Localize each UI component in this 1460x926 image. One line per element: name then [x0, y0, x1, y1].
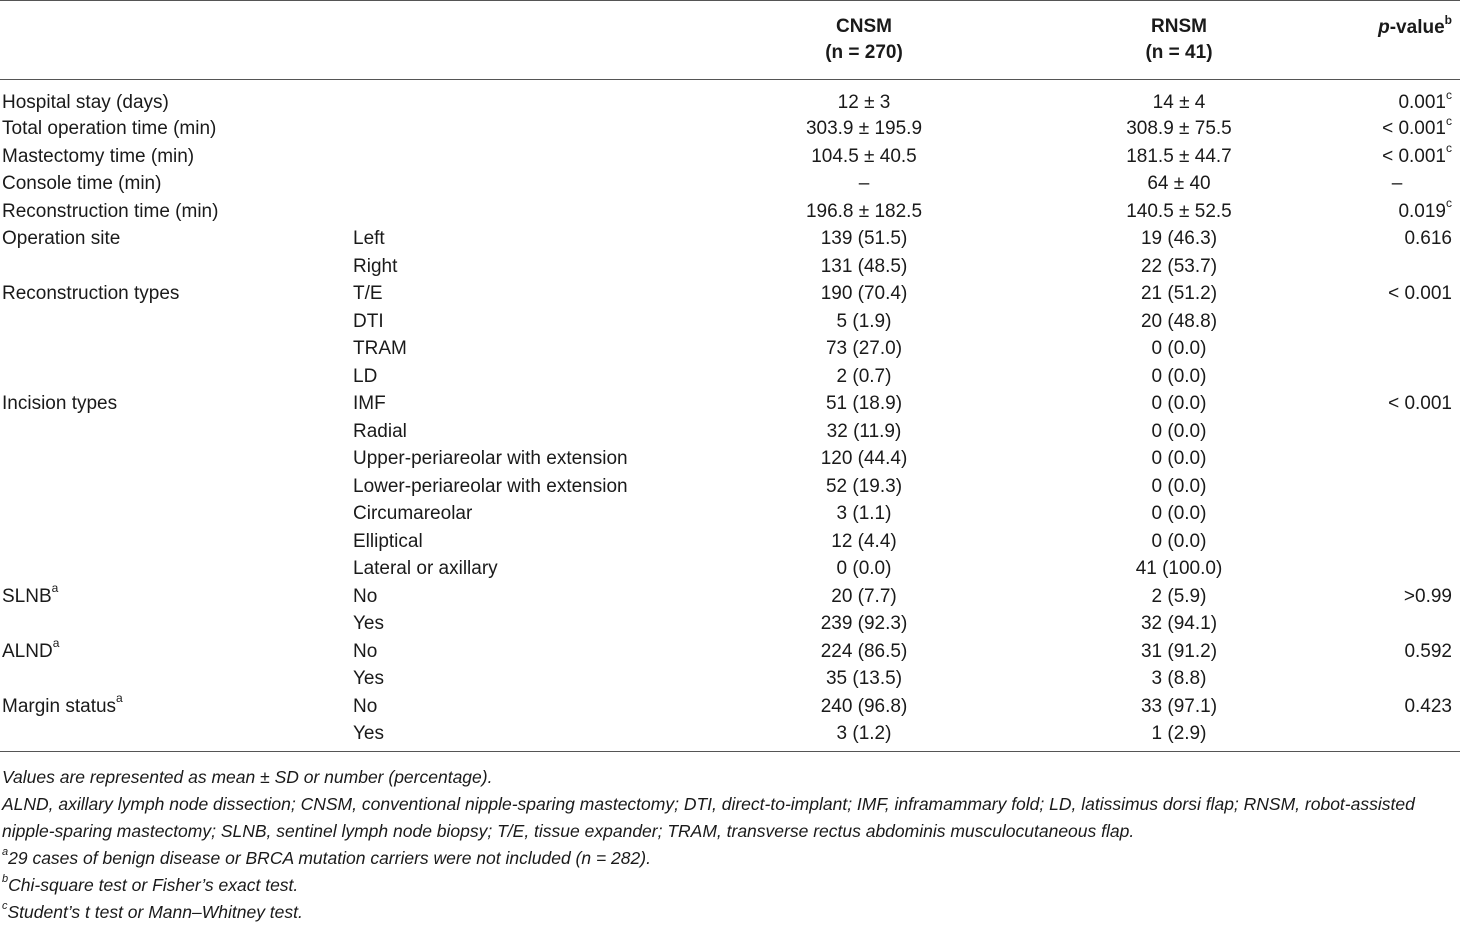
header-pvalue-text: -value	[1389, 17, 1445, 38]
row-sublabel-text: T/E	[353, 283, 383, 304]
table-row	[0, 144, 1460, 172]
cnsm-value-text: 196.8 ± 182.5	[805, 200, 923, 222]
row-sublabel-text: TRAM	[353, 338, 407, 359]
p-value	[1334, 611, 1460, 639]
row-sublabel	[352, 721, 704, 752]
rnsm-value-text: 33 (97.1)	[1140, 695, 1218, 717]
cnsm-value-text: 20 (7.7)	[831, 585, 897, 607]
rnsm-value-text: 0 (0.0)	[1151, 530, 1207, 552]
rnsm-value-text: 32 (94.1)	[1140, 613, 1218, 634]
row-sublabel	[352, 446, 704, 474]
rnsm-value	[1024, 639, 1334, 667]
cnsm-value-text: 3 (1.2)	[836, 723, 892, 744]
row-sublabel-text: No	[353, 585, 378, 607]
rnsm-value	[1024, 721, 1334, 752]
row-label-text: Margin status	[2, 695, 117, 717]
row-sublabel	[352, 391, 704, 419]
rnsm-value-text: 0 (0.0)	[1151, 503, 1207, 524]
p-value	[1334, 474, 1460, 502]
cnsm-value-text: 120 (44.4)	[820, 448, 908, 469]
p-value	[1334, 226, 1460, 254]
p-value	[1334, 141, 1460, 172]
row-sublabel-text: Radial	[353, 420, 407, 442]
row-label-footnote-mark: a	[51, 581, 59, 596]
cnsm-value-text: 0 (0.0)	[836, 558, 892, 579]
row-label-text: Total operation time (min)	[2, 118, 217, 139]
table-row	[0, 474, 1460, 502]
rnsm-value	[1024, 666, 1334, 694]
header-empty-label	[0, 1, 352, 80]
row-label	[0, 529, 352, 557]
cnsm-value	[704, 446, 1024, 474]
row-label	[0, 364, 352, 392]
row-sublabel	[352, 666, 704, 694]
cnsm-value	[704, 254, 1024, 282]
rnsm-value	[1024, 474, 1334, 502]
header-rnsm	[1024, 1, 1334, 80]
row-label	[0, 336, 352, 364]
p-value-text: >0.99	[1403, 585, 1452, 607]
rnsm-value	[1024, 446, 1334, 474]
row-label-text: Console time (min)	[2, 173, 162, 194]
p-value	[1334, 694, 1460, 722]
cnsm-value	[704, 501, 1024, 529]
rnsm-value-text: 0 (0.0)	[1151, 475, 1207, 497]
row-label-text: Reconstruction types	[2, 283, 180, 304]
cnsm-value	[704, 171, 1024, 199]
rnsm-value	[1024, 584, 1334, 612]
row-sublabel-text: Right	[353, 255, 398, 277]
cnsm-value	[704, 556, 1024, 584]
rnsm-value-text: 0 (0.0)	[1151, 420, 1207, 442]
row-sublabel-text: Yes	[353, 613, 384, 634]
table-row	[0, 556, 1460, 584]
row-label-text: ALND	[2, 640, 53, 662]
row-sublabel	[352, 501, 704, 529]
cnsm-value	[704, 364, 1024, 392]
row-label-footnote-mark: a	[52, 636, 60, 651]
p-value-text: < 0.001	[1388, 283, 1452, 304]
cnsm-value-text: 5 (1.9)	[836, 310, 892, 332]
p-value-footnote-mark: c	[1446, 87, 1452, 102]
p-value	[1334, 336, 1460, 364]
cnsm-value	[704, 80, 1024, 117]
p-value	[1334, 196, 1460, 227]
header-empty-sub	[352, 1, 704, 80]
p-value	[1334, 639, 1460, 667]
row-sublabel	[352, 336, 704, 364]
table-row	[0, 254, 1460, 282]
cnsm-value	[704, 721, 1024, 752]
rnsm-value	[1024, 529, 1334, 557]
cnsm-value-text: 139 (51.5)	[820, 228, 908, 249]
row-sublabel	[352, 281, 704, 309]
rnsm-value	[1024, 80, 1334, 117]
cnsm-value-text: 12 ± 3	[837, 92, 891, 113]
row-label	[0, 144, 352, 172]
header-row	[0, 1, 1460, 80]
p-value	[1334, 556, 1460, 584]
rnsm-value	[1024, 171, 1334, 199]
row-sublabel-text: Upper-periareolar with extension	[353, 448, 628, 469]
row-label	[0, 691, 352, 722]
footnote-b	[2, 872, 1458, 899]
p-value-text: 0.001	[1398, 92, 1446, 113]
rnsm-value-text: 31 (91.2)	[1140, 640, 1218, 662]
row-label	[0, 581, 352, 612]
table-body	[0, 80, 1460, 752]
cnsm-value	[704, 281, 1024, 309]
cnsm-value	[704, 336, 1024, 364]
table-row	[0, 226, 1460, 254]
row-label	[0, 721, 352, 752]
rnsm-value-text: 181.5 ± 44.7	[1126, 145, 1232, 167]
rnsm-value	[1024, 391, 1334, 419]
header-rnsm-name: RNSM	[1151, 16, 1207, 37]
rnsm-value	[1024, 419, 1334, 447]
rnsm-value-text: 308.9 ± 75.5	[1126, 118, 1232, 139]
rnsm-value-text: 0 (0.0)	[1151, 338, 1207, 359]
footnote-c-mark: c	[2, 900, 8, 913]
row-sublabel-text: No	[353, 640, 378, 662]
cnsm-value-text: 3 (1.1)	[836, 503, 892, 524]
table-row	[0, 80, 1460, 117]
header-cnsm-n: (n = 270)	[825, 42, 903, 63]
rnsm-value	[1024, 254, 1334, 282]
rnsm-value-text: 2 (5.9)	[1151, 585, 1207, 607]
row-sublabel	[352, 199, 704, 227]
p-value-text: < 0.001	[1388, 393, 1452, 414]
rnsm-value-text: 3 (8.8)	[1151, 668, 1207, 689]
row-label	[0, 636, 352, 667]
row-label	[0, 391, 352, 419]
row-sublabel-text: Lateral or axillary	[353, 558, 498, 579]
footnote-a	[2, 845, 1458, 872]
header-pvalue-sup: b	[1444, 12, 1452, 27]
cnsm-value-text: 224 (86.5)	[820, 640, 908, 662]
table-row	[0, 309, 1460, 337]
rnsm-value	[1024, 309, 1334, 337]
p-value	[1334, 419, 1460, 447]
rnsm-value-text: 19 (46.3)	[1140, 228, 1218, 249]
footnote-a-text: 29 cases of benign disease or BRCA mutation carriers were not included (n = 282).	[8, 848, 651, 868]
cnsm-value-text: 35 (13.5)	[825, 668, 903, 689]
row-label	[0, 446, 352, 474]
table-row	[0, 446, 1460, 474]
row-sublabel	[352, 80, 704, 117]
p-value-text: < 0.001	[1382, 118, 1446, 139]
row-sublabel-text: No	[353, 695, 378, 717]
table-row	[0, 336, 1460, 364]
rnsm-value-text: 0 (0.0)	[1151, 448, 1207, 469]
row-label	[0, 419, 352, 447]
row-label	[0, 501, 352, 529]
row-sublabel	[352, 584, 704, 612]
rnsm-value-text: 64 ± 40	[1147, 173, 1211, 194]
cnsm-value-text: 240 (96.8)	[820, 695, 908, 717]
cnsm-value	[704, 639, 1024, 667]
row-sublabel	[352, 254, 704, 282]
rnsm-value	[1024, 199, 1334, 227]
header-cnsm	[704, 1, 1024, 80]
p-value-text: 0.592	[1404, 640, 1452, 662]
row-sublabel-text: Lower-periareolar with extension	[353, 475, 628, 497]
row-label-text: Reconstruction time (min)	[2, 200, 219, 222]
table-row	[0, 694, 1460, 722]
row-label-text: SLNB	[2, 585, 52, 607]
p-value	[1334, 721, 1460, 752]
footnote-b-mark: b	[2, 873, 9, 886]
cnsm-value	[704, 309, 1024, 337]
row-label-text: Incision types	[2, 393, 118, 414]
p-value-text: –	[1391, 173, 1403, 194]
p-value-text: < 0.001	[1382, 145, 1446, 167]
rnsm-value	[1024, 144, 1334, 172]
row-sublabel-text: Yes	[353, 723, 384, 744]
row-sublabel	[352, 364, 704, 392]
row-label	[0, 199, 352, 227]
header-pvalue-p: p	[1378, 17, 1390, 38]
row-sublabel-text: Elliptical	[353, 530, 423, 552]
row-label	[0, 80, 352, 117]
row-sublabel-text: Yes	[353, 668, 384, 689]
rnsm-value	[1024, 694, 1334, 722]
row-sublabel-text: Left	[353, 228, 385, 249]
row-sublabel	[352, 474, 704, 502]
cnsm-value	[704, 694, 1024, 722]
table-row	[0, 666, 1460, 694]
footnote-abbreviations: ALND, axillary lymph node dissection; CNSM, conventional nipple-sparing mastectomy; DTI, direct-to-implant; IMF, inframammary fold; LD, latissimus dorsi flap; RNSM, robot-assisted nipple-sparing mastectomy; SLNB, sentinel lymph node biopsy; T/E, tissue expander; TRAM, transverse rectus abdominis musculocutaneous flap.	[2, 794, 1415, 841]
cnsm-value-text: –	[858, 173, 870, 194]
rnsm-value-text: 21 (51.2)	[1140, 283, 1218, 304]
rnsm-value	[1024, 501, 1334, 529]
footnote-c-text: Student’s t test or Mann–Whitney test.	[7, 902, 303, 922]
table-row	[0, 419, 1460, 447]
footnote-values: Values are represented as mean ± SD or number (percentage).	[2, 767, 493, 787]
table-row	[0, 584, 1460, 612]
p-value	[1334, 113, 1460, 144]
row-label	[0, 226, 352, 254]
p-value	[1334, 364, 1460, 392]
header-pvalue	[1334, 1, 1460, 80]
footnote-c	[2, 899, 1458, 926]
rnsm-value	[1024, 336, 1334, 364]
row-sublabel	[352, 144, 704, 172]
table-row	[0, 611, 1460, 639]
cnsm-value-text: 239 (92.3)	[820, 613, 908, 634]
row-sublabel	[352, 639, 704, 667]
table-row	[0, 364, 1460, 392]
row-label-footnote-mark: a	[116, 691, 123, 706]
cnsm-value	[704, 226, 1024, 254]
rnsm-value-text: 0 (0.0)	[1151, 365, 1207, 387]
rnsm-value	[1024, 556, 1334, 584]
p-value	[1334, 391, 1460, 419]
table-row	[0, 199, 1460, 227]
row-sublabel	[352, 116, 704, 144]
cnsm-value	[704, 199, 1024, 227]
cnsm-value-text: 190 (70.4)	[820, 283, 908, 304]
p-value	[1334, 446, 1460, 474]
row-sublabel	[352, 611, 704, 639]
row-label-text: Hospital stay (days)	[2, 92, 169, 113]
p-value-text: 0.019	[1398, 200, 1446, 222]
footnotes	[2, 764, 1458, 926]
cnsm-value-text: 12 (4.4)	[831, 530, 897, 552]
cnsm-value	[704, 419, 1024, 447]
row-label	[0, 171, 352, 199]
row-sublabel-text: IMF	[353, 393, 386, 414]
row-sublabel	[352, 309, 704, 337]
p-value	[1334, 281, 1460, 309]
table-row	[0, 281, 1460, 309]
row-sublabel	[352, 171, 704, 199]
row-label	[0, 556, 352, 584]
row-sublabel-text: DTI	[353, 310, 384, 332]
p-value	[1334, 501, 1460, 529]
footnote-a-mark: a	[2, 846, 9, 859]
p-value-text: 0.423	[1404, 695, 1452, 717]
p-value-footnote-mark: c	[1446, 196, 1452, 211]
table-row	[0, 391, 1460, 419]
row-label	[0, 666, 352, 694]
row-sublabel-text: Circumareolar	[353, 503, 473, 524]
rnsm-value-text: 1 (2.9)	[1151, 723, 1207, 744]
p-value	[1334, 584, 1460, 612]
table-row	[0, 501, 1460, 529]
p-value	[1334, 666, 1460, 694]
cnsm-value-text: 104.5 ± 40.5	[811, 145, 917, 167]
table-row	[0, 639, 1460, 667]
rnsm-value-text: 14 ± 4	[1152, 92, 1206, 113]
rnsm-value-text: 0 (0.0)	[1151, 393, 1207, 414]
cnsm-value	[704, 529, 1024, 557]
cnsm-value	[704, 144, 1024, 172]
row-sublabel-text: LD	[353, 365, 378, 387]
cnsm-value	[704, 666, 1024, 694]
row-label-text: Mastectomy time (min)	[2, 145, 195, 167]
cnsm-value-text: 52 (19.3)	[825, 475, 903, 497]
row-sublabel	[352, 226, 704, 254]
table-row	[0, 171, 1460, 199]
cnsm-value-text: 73 (27.0)	[825, 338, 903, 359]
table-row	[0, 721, 1460, 752]
footnote-b-text: Chi-square test or Fisher’s exact test.	[8, 875, 299, 895]
rnsm-value-text: 140.5 ± 52.5	[1126, 200, 1232, 222]
p-value-text: 0.616	[1404, 228, 1452, 249]
rnsm-value	[1024, 611, 1334, 639]
row-label	[0, 309, 352, 337]
cnsm-value	[704, 116, 1024, 144]
row-sublabel	[352, 556, 704, 584]
cnsm-value-text: 51 (18.9)	[825, 393, 903, 414]
table-row	[0, 529, 1460, 557]
row-label	[0, 474, 352, 502]
row-sublabel	[352, 529, 704, 557]
header-cnsm-name: CNSM	[836, 16, 892, 37]
cnsm-value-text: 131 (48.5)	[820, 255, 908, 277]
cnsm-value-text: 32 (11.9)	[826, 420, 902, 442]
p-value-footnote-mark: c	[1446, 113, 1452, 128]
p-value	[1334, 254, 1460, 282]
row-sublabel	[352, 419, 704, 447]
row-label-text: Operation site	[2, 228, 121, 249]
p-value	[1334, 309, 1460, 337]
cnsm-value	[704, 474, 1024, 502]
header-rnsm-n: (n = 41)	[1145, 42, 1213, 63]
p-value	[1334, 171, 1460, 199]
p-value-footnote-mark: c	[1446, 141, 1452, 156]
p-value	[1334, 80, 1460, 117]
p-value	[1334, 529, 1460, 557]
rnsm-value	[1024, 364, 1334, 392]
cnsm-value	[704, 611, 1024, 639]
row-label	[0, 254, 352, 282]
rnsm-value-text: 41 (100.0)	[1135, 558, 1223, 579]
rnsm-value	[1024, 226, 1334, 254]
row-label	[0, 116, 352, 144]
rnsm-value	[1024, 116, 1334, 144]
row-sublabel	[352, 694, 704, 722]
cnsm-value	[704, 584, 1024, 612]
rnsm-value	[1024, 281, 1334, 309]
row-label	[0, 611, 352, 639]
cnsm-value-text: 303.9 ± 195.9	[805, 118, 923, 139]
cnsm-value	[704, 391, 1024, 419]
table-row	[0, 116, 1460, 144]
cnsm-value-text: 2 (0.7)	[836, 365, 892, 387]
rnsm-value-text: 22 (53.7)	[1140, 255, 1218, 277]
row-label	[0, 281, 352, 309]
rnsm-value-text: 20 (48.8)	[1140, 310, 1218, 332]
